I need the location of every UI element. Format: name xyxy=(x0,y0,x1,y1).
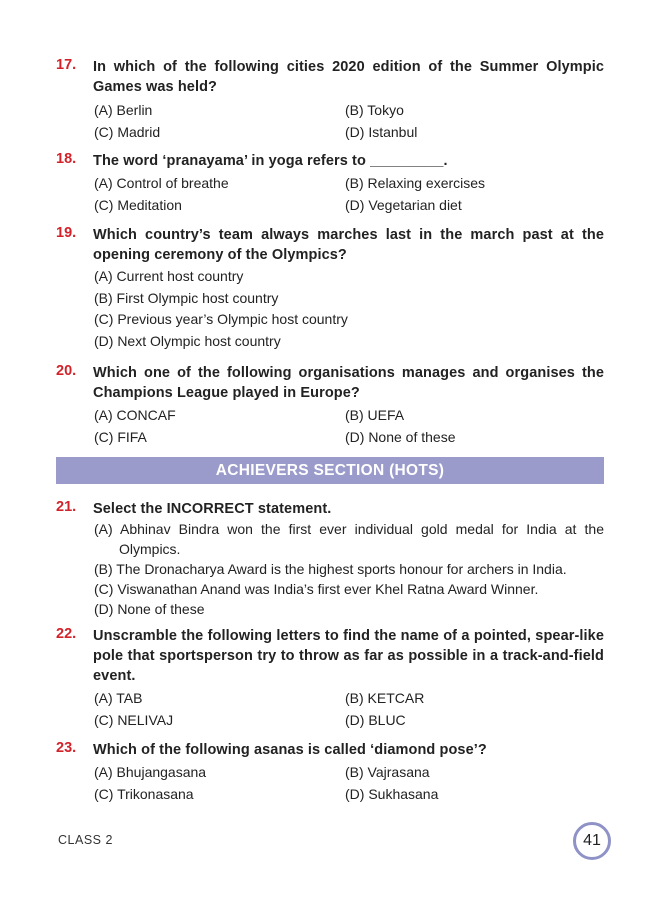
option-d: (D) Vegetarian diet xyxy=(345,197,462,213)
question-number: 22. xyxy=(56,626,77,642)
option-a: (A) Control of breathe xyxy=(94,175,229,191)
question-20 xyxy=(56,363,604,448)
question-number: 19. xyxy=(56,225,77,241)
option-a: (A) Berlin xyxy=(94,102,153,118)
question-text: The word ‘pranayama’ in yoga refers to _________. xyxy=(93,153,448,169)
question-number: 17. xyxy=(56,57,77,73)
option-b: (B) First Olympic host country xyxy=(94,289,279,306)
option-d: (D) Next Olympic host country xyxy=(94,332,281,349)
option-d: (D) Sukhasana xyxy=(345,786,439,802)
question-22 xyxy=(56,626,604,731)
option-c: (C) Madrid xyxy=(94,124,161,140)
option-b: (B) Tokyo xyxy=(345,102,404,118)
options xyxy=(94,172,604,216)
question-text: Unscramble the following letters to find the name of a pointed, spear-like pole that sportsperson try to throw as far as possible in a track-and-field event. xyxy=(93,628,604,684)
option-d: (D) None of these xyxy=(94,601,205,617)
option-c: (C) Meditation xyxy=(94,197,182,213)
option-d: (D) Istanbul xyxy=(345,124,418,140)
question-17 xyxy=(56,57,604,143)
option-b: (B) Vajrasana xyxy=(345,764,430,780)
option-d: (D) BLUC xyxy=(345,712,406,728)
question-text: In which of the following cities 2020 edition of the Summer Olympic Games was held? xyxy=(93,59,604,95)
option-a: (A) CONCAF xyxy=(94,407,176,423)
question-number: 23. xyxy=(56,740,77,756)
option-c: (C) FIFA xyxy=(94,429,147,445)
question-18 xyxy=(56,151,604,216)
option-a: (A) Bhujangasana xyxy=(94,764,207,780)
option-b: (B) Relaxing exercises xyxy=(345,175,486,191)
option-c: (C) Trikonasana xyxy=(94,786,194,802)
question-number: 18. xyxy=(56,151,77,167)
question-text: Which of the following asanas is called ‘diamond pose’? xyxy=(93,742,487,758)
options xyxy=(94,687,604,731)
page-number: 41 xyxy=(583,832,601,849)
options xyxy=(94,404,604,448)
question-number: 21. xyxy=(56,499,77,515)
question-21 xyxy=(56,499,604,619)
option-a: (A) Current host country xyxy=(94,268,244,284)
question-text: Which country’s team always marches last in the march past at the opening ceremony of the Olympics? xyxy=(93,227,604,263)
question-number: 20. xyxy=(56,363,77,379)
class-label: CLASS 2 xyxy=(58,833,113,847)
options xyxy=(94,266,604,352)
question-23 xyxy=(56,740,604,805)
question-text: Which one of the following organisations manages and organises the Champions League played in Europe? xyxy=(93,365,604,401)
options xyxy=(94,99,604,143)
question-text: Select the INCORRECT statement. xyxy=(93,501,332,517)
option-c: (C) NELIVAJ xyxy=(94,712,174,728)
question-19 xyxy=(56,225,604,352)
option-b: (B) KETCAR xyxy=(345,690,425,706)
option-a: (A) Abhinav Bindra won the first ever individual gold medal for India at the Olympics. xyxy=(94,521,604,557)
option-b: (B) The Dronacharya Award is the highest sports honour for archers in India. xyxy=(94,561,567,577)
option-c: (C) Viswanathan Anand was India’s first ever Khel Ratna Award Winner. xyxy=(94,581,539,597)
option-c: (C) Previous year’s Olympic host country xyxy=(94,311,348,327)
options xyxy=(94,519,604,619)
section-banner: ACHIEVERS SECTION (HOTS) xyxy=(56,457,604,484)
option-b: (B) UEFA xyxy=(345,407,405,423)
option-a: (A) TAB xyxy=(94,690,143,706)
option-d: (D) None of these xyxy=(345,429,456,445)
page-number-badge xyxy=(573,822,611,860)
options xyxy=(94,761,604,805)
